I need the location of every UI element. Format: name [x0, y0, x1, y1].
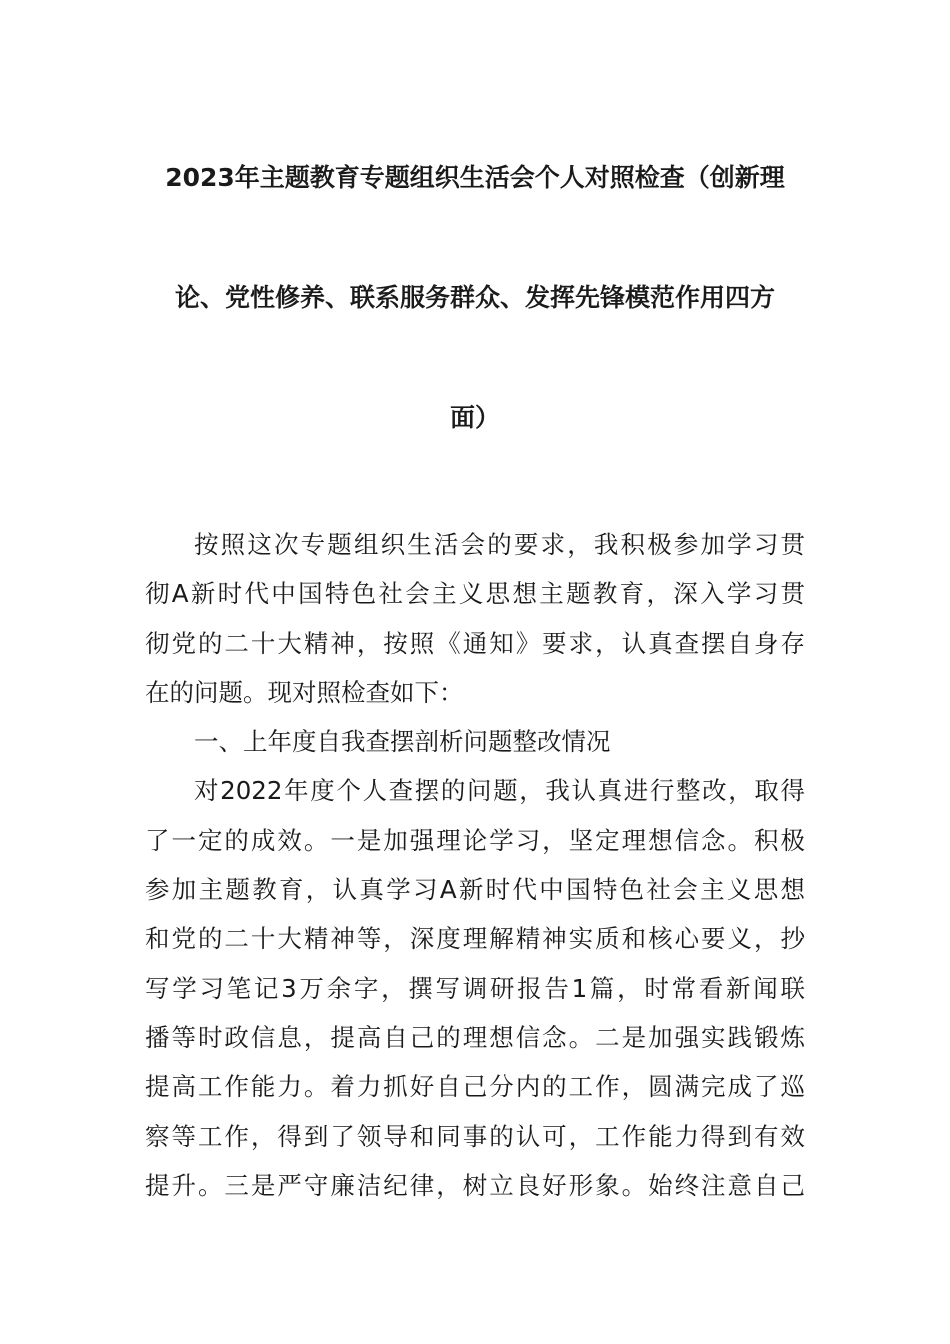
text-line: 写学习笔记3万余字，撰写调研报告1篇，时常看新闻联	[145, 973, 805, 1003]
document-body	[145, 520, 805, 1210]
text-line: 察等工作，得到了领导和同事的认可，工作能力得到有效	[145, 1121, 805, 1151]
text-line: 和党的二十大精神等，深度理解精神实质和核心要义，抄	[145, 924, 805, 954]
section-heading-text: 一、上年度自我查摆剖析问题整改情况	[194, 727, 611, 757]
text-line: 参加主题教育，认真学习A新时代中国特色社会主义思想	[145, 875, 805, 905]
document-title-line-2: 论、党性修养、联系服务群众、发挥先锋模范作用四方	[174, 283, 775, 312]
text-line: 按照这次专题组织生活会的要求，我积极参加学习贯	[194, 530, 805, 559]
document-title-line-3: 面）	[449, 403, 500, 432]
text-line: 对2022年度个人查摆的问题，我认真进行整改，取得	[194, 776, 805, 806]
text-line: 彻A新时代中国特色社会主义思想主题教育，深入学习贯	[145, 579, 805, 609]
text-line: 了一定的成效。一是加强理论学习，坚定理想信念。积极	[145, 825, 805, 855]
text-line: 彻党的二十大精神，按照《通知》要求，认真查摆自身存	[145, 628, 805, 658]
text-line: 提高工作能力。着力抓好自己分内的工作，圆满完成了巡	[145, 1072, 805, 1102]
paragraph-rectification	[145, 766, 805, 1210]
text-line: 提升。三是严守廉洁纪律，树立良好形象。始终注意自己	[145, 1170, 805, 1200]
text-line: 播等时政信息，提高自己的理想信念。二是加强实践锻炼	[145, 1022, 805, 1052]
paragraph-intro	[145, 520, 805, 717]
section-heading-1	[145, 717, 805, 766]
text-line: 在的问题。现对照检查如下：	[145, 677, 464, 707]
document-title-line-1: 2023年主题教育专题组织生活会个人对照检查（创新理	[165, 163, 785, 192]
